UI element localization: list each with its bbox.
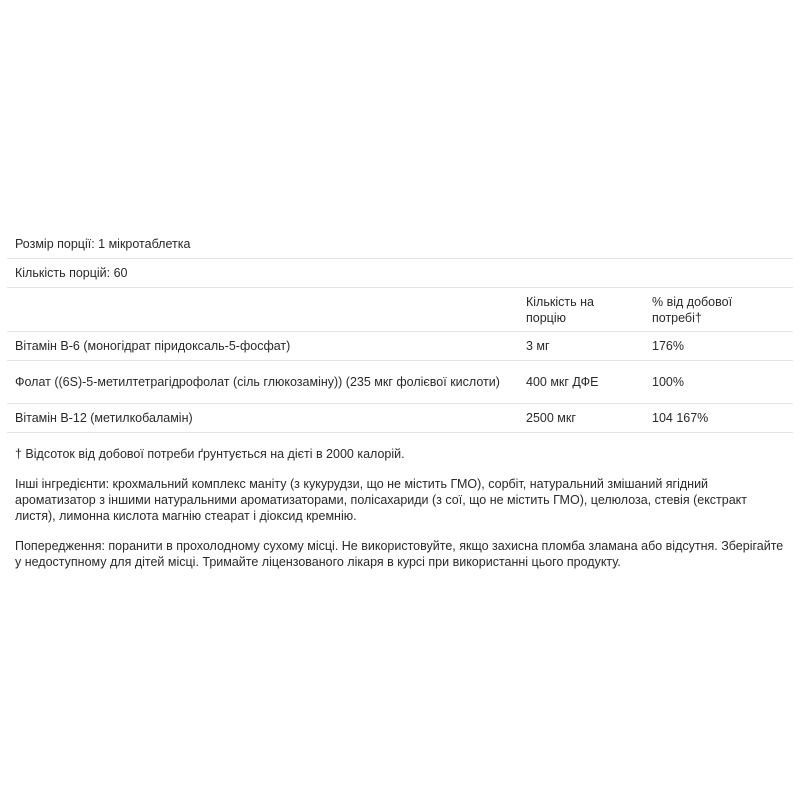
nutrient-name: Вітамін В-6 (моногідрат піридоксаль-5-фосфат) (15, 339, 291, 353)
table-header-row (7, 288, 793, 332)
table-row (7, 332, 793, 361)
warning-text: Попередження: поранити в прохолодному сухому місці. Не використовуйте, якщо захисна пломба зламана або відсутня. Зберігайте у недоступному для дітей місці. Тримайте ліцензованого лікаря в курсі при використанні цього продукту. (15, 539, 784, 569)
daily-value-footnote: † Відсоток від добової потреби ґрунтується на дієті в 2000 калорій. (15, 447, 405, 461)
table-row (7, 361, 793, 404)
servings-per-container-text: Кількість порцій: 60 (15, 266, 128, 280)
nutrient-amount: 400 мкг ДФЕ (526, 375, 599, 389)
serving-size-text: Розмір порції: 1 мікротаблетка (15, 237, 191, 251)
servings-per-container-row (7, 259, 793, 288)
nutrient-amount: 2500 мкг (526, 411, 576, 425)
nutrient-name: Вітамін В-12 (метилкобаламін) (15, 411, 193, 425)
header-daily-value: % від добової потребі† (652, 294, 733, 325)
nutrient-daily-value: 104 167% (652, 411, 709, 425)
header-amount: Кількість на порцію (526, 294, 594, 325)
other-ingredients: Інші інгредієнти: крохмальний комплекс маніту (з кукурудзи, що не містить ГМО), сорбіт, натуральний змішаний ягідний ароматизатор з іншими натуральними ароматизаторами, полісахариди (з сої, що не містить ГМО), целюлоза, стевія (екстракт листя), лимонна кислота магнію стеарат і діоксид кремнію. (15, 477, 748, 523)
nutrient-daily-value: 100% (652, 375, 684, 389)
nutrient-daily-value: 176% (652, 339, 684, 353)
serving-size-row (7, 230, 793, 259)
table-row (7, 404, 793, 433)
nutrient-amount: 3 мг (526, 339, 550, 353)
nutrient-name: Фолат ((6S)-5-метилтетрагідрофолат (сіль глюкозаміну)) (235 мкг фолієвої кислоти) (15, 375, 500, 389)
supplement-facts-label (7, 230, 793, 570)
